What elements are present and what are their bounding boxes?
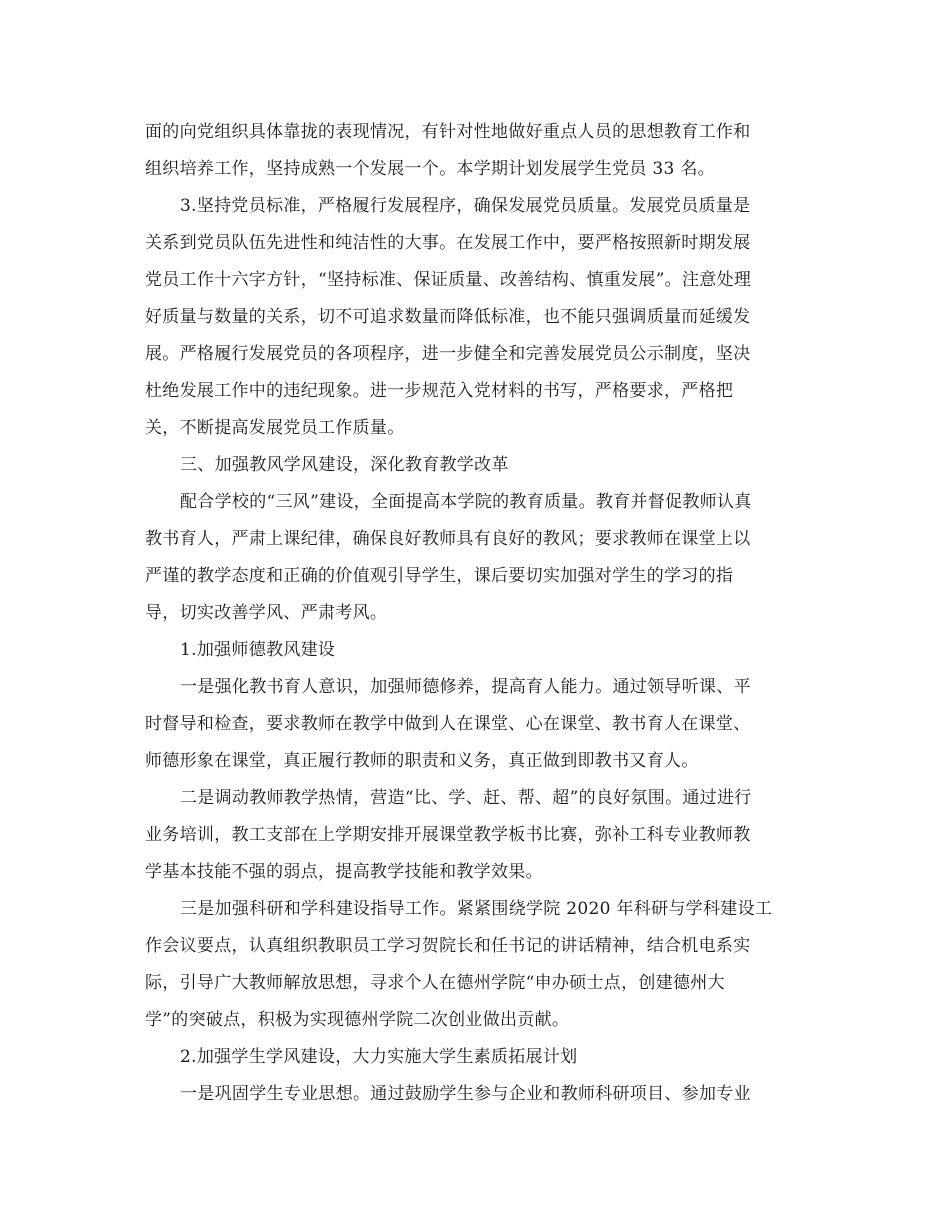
paragraph-line: 组织培养工作，坚持成熟一个发展一个。本学期计划发展学生党员 33 名。: [145, 159, 715, 179]
subsection-heading: 1.加强师德教风建设: [180, 640, 336, 660]
paragraph-line: 配合学校的“三风”建设，全面提高本学院的教育质量。教育并督促教师认真: [180, 492, 752, 512]
paragraph-line: 学基本技能不强的弱点，提高教学技能和教学效果。: [145, 862, 543, 882]
paragraph-line: 导，切实改善学风、严肃考风。: [145, 603, 388, 623]
paragraph-line: 学”的突破点，积极为实现德州学院二次创业做出贡献。: [145, 1010, 570, 1030]
paragraph-line: 一是巩固学生专业思想。通过鼓励学生参与企业和教师科研项目、参加专业: [180, 1084, 751, 1104]
paragraph-line: 3.坚持党员标准，严格履行发展程序，确保发展党员质量。发展党员质量是: [180, 196, 751, 216]
paragraph-line: 好质量与数量的关系，切不可追求数量而降低标准，也不能只强调质量而延缓发: [145, 307, 751, 327]
paragraph-line: 际，引导广大教师解放思想，寻求个人在德州学院“申办硕士点，创建德州大: [145, 973, 725, 993]
paragraph-line: 面的向党组织具体靠拢的表现情况，有针对性地做好重点人员的思想教育工作和: [145, 122, 751, 142]
paragraph-line: 展。严格履行发展党员的各项程序，进一步健全和完善发展党员公示制度，坚决: [145, 344, 751, 364]
paragraph-line: 三是加强科研和学科建设指导工作。紧紧围绕学院 2020 年科研与学科建设工: [180, 899, 773, 919]
paragraph-line: 严谨的教学态度和正确的价值观引导学生，课后要切实加强对学生的学习的指: [145, 566, 734, 586]
paragraph-line: 一是强化教书育人意识，加强师德修养，提高育人能力。通过领导听课、平: [180, 677, 751, 697]
paragraph-line: 作会议要点，认真组织教职员工学习贺院长和任书记的讲话精神，结合机电系实: [145, 936, 751, 956]
paragraph-line: 师德形象在课堂，真正履行教师的职责和义务，真正做到即教书又育人。: [145, 751, 699, 771]
section-heading: 三、加强教风学风建设，深化教育教学改革: [180, 455, 509, 475]
paragraph-line: 关系到党员队伍先进性和纯洁性的大事。在发展工作中，要严格按照新时期发展: [145, 233, 751, 253]
paragraph-line: 时督导和检查，要求教师在教学中做到人在课堂、心在课堂、教书育人在课堂、: [145, 714, 751, 734]
paragraph-line: 杜绝发展工作中的违纪现象。进一步规范入党材料的书写，严格要求，严格把: [145, 381, 734, 401]
paragraph-line: 关，不断提高发展党员工作质量。: [145, 418, 405, 438]
paragraph-line: 党员工作十六字方针，“坚持标准、保证质量、改善结构、慎重发展”。注意处理: [145, 270, 752, 290]
paragraph-line: 教书育人，严肃上课纪律，确保良好教师具有良好的教风；要求教师在课堂上以: [145, 529, 751, 549]
subsection-heading: 2.加强学生学风建设，大力实施大学生素质拓展计划: [180, 1047, 578, 1067]
paragraph-line: 业务培训，教工支部在上学期安排开展课堂教学板书比赛，弥补工科专业教师教: [145, 825, 751, 845]
paragraph-line: 二是调动教师教学热情，营造“比、学、赶、帮、超”的良好氛围。通过进行: [180, 788, 752, 808]
